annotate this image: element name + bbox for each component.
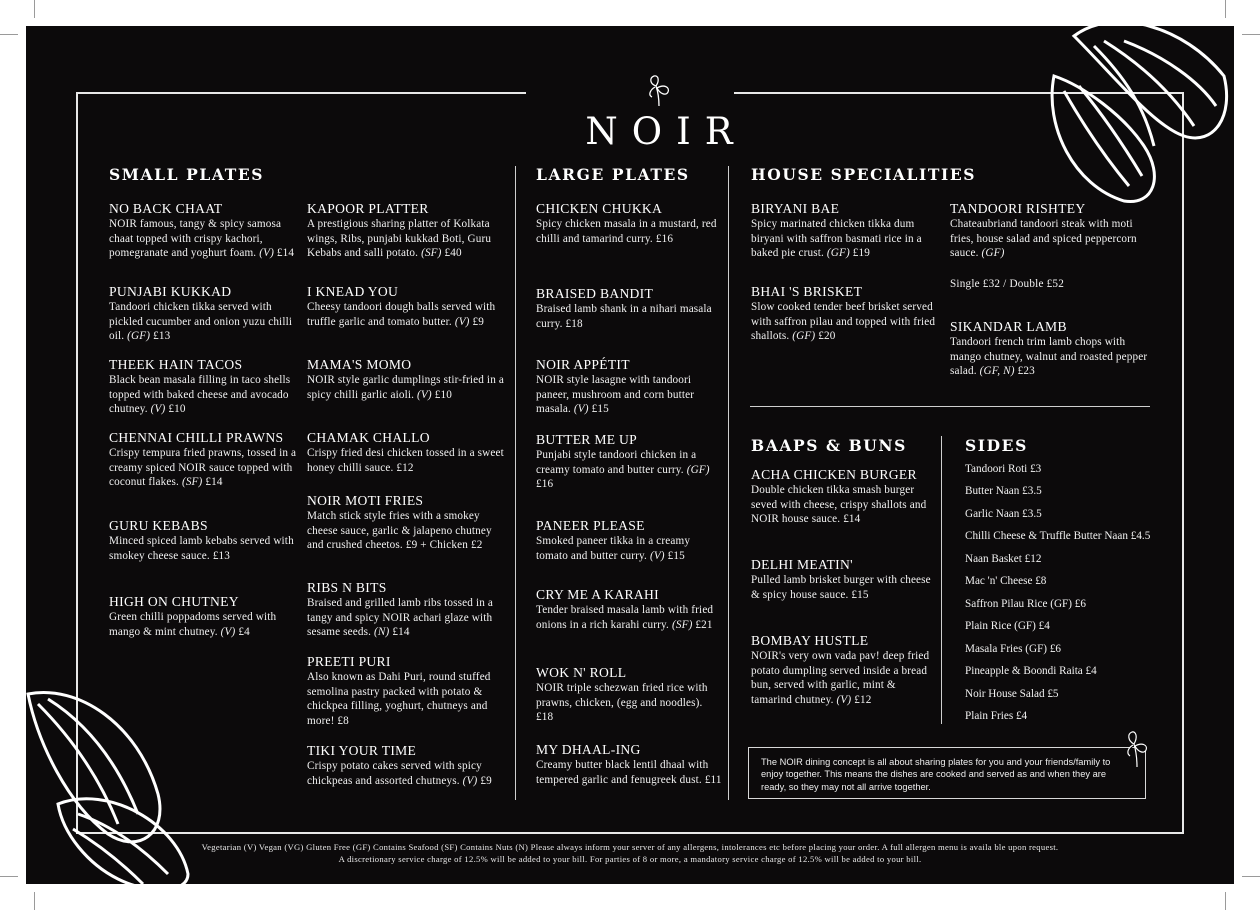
- menu-item-desc: Braised lamb shank in a nihari masala curry. £18: [536, 303, 712, 330]
- menu-item-desc: Cheesy tandoori dough balls served with truffle garlic and tomato butter. (V) £9: [307, 301, 496, 328]
- menu-item: [536, 432, 722, 492]
- menu-item-desc: Tender braised masala lamb with fried onions in a rich karahi curry. (SF) £21: [536, 604, 714, 631]
- menu-item-name: ACHA CHICKEN BURGER: [751, 467, 917, 482]
- menu-item-desc: Black bean masala filling in taco shells topped with baked cheese and avocado chutney. (V) £10: [109, 374, 291, 416]
- flower-note-icon: [1123, 729, 1153, 769]
- menu-item-name: NOIR APPÉTIT: [536, 357, 630, 372]
- menu-item: [536, 201, 722, 246]
- menu-item-desc: Slow cooked tender beef brisket served with saffron pilau and topped with fried shallots. (GF) £20: [751, 301, 936, 343]
- menu-item: [307, 201, 511, 261]
- menu-item-desc: Crispy potato cakes served with spicy chickpeas and assorted chutneys. (V) £9: [307, 760, 492, 787]
- menu-item-name: CHENNAI CHILLI PRAWNS: [109, 430, 284, 445]
- menu-item-name: WOK N' ROLL: [536, 665, 627, 680]
- menu-item: [109, 430, 299, 490]
- menu-item: [536, 518, 722, 563]
- menu-item-desc: Creamy butter black lentil dhaal with tempered garlic and fenugreek dust. £11: [536, 759, 722, 786]
- column-divider: [515, 166, 516, 800]
- menu-item: [109, 357, 299, 417]
- menu-item: [751, 201, 946, 261]
- side-item: Saffron Pilau Rice (GF) £6: [965, 598, 1086, 610]
- menu-item-name: DELHI MEATIN': [751, 557, 853, 572]
- side-item: Chilli Cheese & Truffle Butter Naan £4.5: [965, 530, 1151, 542]
- menu-item: [751, 557, 933, 602]
- menu-item: [536, 665, 722, 725]
- leaf-top-right-decoration: [1034, 26, 1234, 206]
- side-item: Plain Rice (GF) £4: [965, 620, 1050, 632]
- menu-item: [109, 518, 299, 563]
- menu-item-name: BHAI 'S BRISKET: [751, 284, 863, 299]
- menu-item-name: KAPOOR PLATTER: [307, 201, 429, 216]
- menu-item-desc: Spicy marinated chicken tikka dum biryani with saffron basmati rice in a baked pie crust. (GF) £19: [751, 218, 922, 260]
- crop-mark: [1225, 0, 1226, 18]
- menu-item-name: PANEER PLEASE: [536, 518, 645, 533]
- side-item: Garlic Naan £3.5: [965, 508, 1042, 520]
- menu-item: [307, 284, 511, 329]
- menu-item-desc: Pulled lamb brisket burger with cheese & spicy house sauce. £15: [751, 574, 931, 601]
- menu-item: [751, 467, 933, 527]
- crop-mark: [1242, 34, 1260, 35]
- frame-bottom: [76, 832, 1184, 834]
- menu-item-name: I KNEAD YOU: [307, 284, 399, 299]
- side-item: Mac 'n' Cheese £8: [965, 575, 1047, 587]
- dining-concept-note: [748, 747, 1146, 799]
- crop-mark: [34, 0, 35, 18]
- menu-item: [536, 286, 722, 331]
- crop-mark: [0, 34, 18, 35]
- menu-item-name: BIRYANI BAE: [751, 201, 840, 216]
- menu-item: [307, 743, 511, 788]
- sides-title: SIDES: [965, 436, 1028, 455]
- crop-mark: [34, 892, 35, 910]
- brand-logo: [559, 74, 759, 153]
- menu-item-desc: Minced spiced lamb kebabs served with smokey cheese sauce. £13: [109, 535, 294, 562]
- menu-item-desc: Also known as Dahi Puri, round stuffed semolina pastry packed with potato & chickpea filling, yoghurt, chutneys and more! £8: [307, 671, 491, 727]
- menu-item-name: HIGH ON CHUTNEY: [109, 594, 239, 609]
- menu-item-desc: NOIR's very own vada pav! deep fried potato dumpling served inside a bread bun, served with garlic, mint & tamarind chutney. (V) £12: [751, 650, 930, 706]
- menu-item-name: BOMBAY HUSTLE: [751, 633, 869, 648]
- menu-item-name: CHAMAK CHALLO: [307, 430, 430, 445]
- menu-item-name: MAMA'S MOMO: [307, 357, 412, 372]
- column-divider: [728, 166, 729, 800]
- menu-item: [307, 654, 511, 728]
- brand-wordmark: NOIR: [585, 110, 747, 153]
- menu-item: [307, 493, 511, 553]
- menu-item: [536, 742, 722, 787]
- menu-item-name: THEEK HAIN TACOS: [109, 357, 243, 372]
- menu-item-desc: Tandoori french trim lamb chops with mango chutney, walnut and roasted pepper salad. (GF, N) £23: [950, 336, 1148, 378]
- menu-item: [751, 284, 946, 344]
- menu-item-name: PREETI PURI: [307, 654, 391, 669]
- menu-item: [109, 594, 299, 639]
- menu-item-name: BUTTER ME UP: [536, 432, 638, 447]
- side-item: Butter Naan £3.5: [965, 485, 1042, 497]
- side-item: Pineapple & Boondi Raita £4: [965, 665, 1097, 677]
- side-item: Masala Fries (GF) £6: [965, 643, 1062, 655]
- menu-item-name: TIKI YOUR TIME: [307, 743, 417, 758]
- column-divider: [941, 436, 942, 724]
- menu-item: [109, 201, 299, 261]
- menu-item: [109, 284, 299, 344]
- menu-item-name: CRY ME A KARAHI: [536, 587, 659, 602]
- service-charge-footer: A discretionary service charge of 12.5% will be added to your bill. For parties of 8 or more, a mandatory service charge of 12.5% will be added to your bill.: [338, 854, 922, 864]
- small-plates-title: SMALL PLATES: [109, 165, 265, 184]
- house-specialities-title: HOUSE SPECIALITIES: [751, 165, 977, 184]
- side-item: Naan Basket £12: [965, 553, 1042, 565]
- menu-item: [307, 357, 511, 402]
- menu-item-name: NOIR MOTI FRIES: [307, 493, 424, 508]
- baaps-buns-title: BAAPS & BUNS: [751, 436, 907, 455]
- menu-item-desc: Double chicken tikka smash burger seved with cheese, crispy shallots and NOIR house sauce. £14: [751, 484, 927, 526]
- menu-item-name: SIKANDAR LAMB: [950, 319, 1067, 334]
- menu-item-name: TANDOORI RISHTEY: [950, 201, 1086, 216]
- dining-concept-text: The NOIR dining concept is all about sharing plates for you and your friends/family to enjoy together. This means the dishes are cooked and served as and when they are ready, so they may not all arrive together.: [761, 757, 1111, 792]
- menu-item-desc: Chateaubriand tandoori steak with moti fries, house salad and spiced peppercorn sauce. (GF): [950, 218, 1137, 260]
- menu-item-desc: Smoked paneer tikka in a creamy tomato and butter curry. (V) £15: [536, 535, 691, 562]
- menu-item-name: BRAISED BANDIT: [536, 286, 654, 301]
- menu-item-desc: A prestigious sharing platter of Kolkata wings, Ribs, punjabi kukkad Boti, Guru Kebabs and salli potato. (SF) £40: [307, 218, 492, 260]
- side-item: Noir House Salad £5: [965, 688, 1059, 700]
- menu-item-desc: NOIR famous, tangy & spicy samosa chaat topped with crispy kachori, pomegranate and yoghurt foam. (V) £14: [109, 218, 295, 260]
- menu-item-desc: Braised and grilled lamb ribs tossed in a tangy and spicy NOIR achari glaze with sesame seeds. (N) £14: [307, 597, 494, 639]
- large-plates-title: LARGE PLATES: [536, 165, 690, 184]
- menu-sheet: [26, 26, 1234, 884]
- allergen-footer: Vegetarian (V) Vegan (VG) Gluten Free (GF) Contains Seafood (SF) Contains Nuts (N) Please always inform your server of any allergens, intolerances etc before placing your order. A full allergen menu is availa ble upon request.: [201, 842, 1059, 852]
- menu-item-name: GURU KEBABS: [109, 518, 208, 533]
- menu-item-desc: Tandoori chicken tikka served with pickled cucumber and onion yuzu chilli oil. (GF) £13: [109, 301, 293, 343]
- menu-item-name: CHICKEN CHUKKA: [536, 201, 663, 216]
- menu-item: [307, 430, 511, 475]
- menu-item-desc: Spicy chicken masala in a mustard, red chilli and tamarind curry. £16: [536, 218, 717, 245]
- menu-item-desc: NOIR style garlic dumplings stir-fried in a spicy chilli garlic aioli. (V) £10: [307, 374, 504, 401]
- rishtey-size-prices: Single £32 / Double £52: [950, 278, 1064, 290]
- flower-logo-icon: [644, 74, 674, 108]
- menu-item: [307, 580, 511, 640]
- menu-item-desc: Match stick style fries with a smokey cheese sauce, garlic & jalapeno chutney and crushed cheetos. £9 + Chicken £2: [307, 510, 492, 552]
- side-item: Plain Fries £4: [965, 710, 1028, 722]
- menu-item: [536, 357, 722, 417]
- menu-item-desc: NOIR style lasagne with tandoori paneer, mushroom and corn butter masala. (V) £15: [536, 374, 695, 416]
- menu-item: [536, 587, 722, 632]
- section-divider: [750, 406, 1150, 407]
- menu-item-name: RIBS N BITS: [307, 580, 387, 595]
- menu-item-desc: NOIR triple schezwan fried rice with prawns, chicken, (egg and noodles). £18: [536, 682, 708, 724]
- side-item: Tandoori Roti £3: [965, 463, 1042, 475]
- crop-mark: [1225, 892, 1226, 910]
- menu-item-name: PUNJABI KUKKAD: [109, 284, 232, 299]
- menu-item-desc: Crispy tempura fried prawns, tossed in a creamy spiced NOIR sauce topped with coconut flakes. (SF) £14: [109, 447, 297, 489]
- menu-item-desc: Crispy fried desi chicken tossed in a sweet honey chilli sauce. £12: [307, 447, 504, 474]
- frame-top-left: [76, 92, 526, 94]
- menu-item: [751, 633, 933, 707]
- menu-item-desc: Green chilli poppadoms served with mango & mint chutney. (V) £4: [109, 611, 277, 638]
- menu-item: [950, 201, 1150, 261]
- menu-item: [950, 319, 1150, 379]
- menu-item-desc: Punjabi style tandoori chicken in a creamy tomato and butter curry. (GF) £16: [536, 449, 710, 491]
- crop-mark: [0, 876, 18, 877]
- menu-item-name: NO BACK CHAAT: [109, 201, 223, 216]
- crop-mark: [1242, 876, 1260, 877]
- menu-item-name: MY DHAAL-ING: [536, 742, 641, 757]
